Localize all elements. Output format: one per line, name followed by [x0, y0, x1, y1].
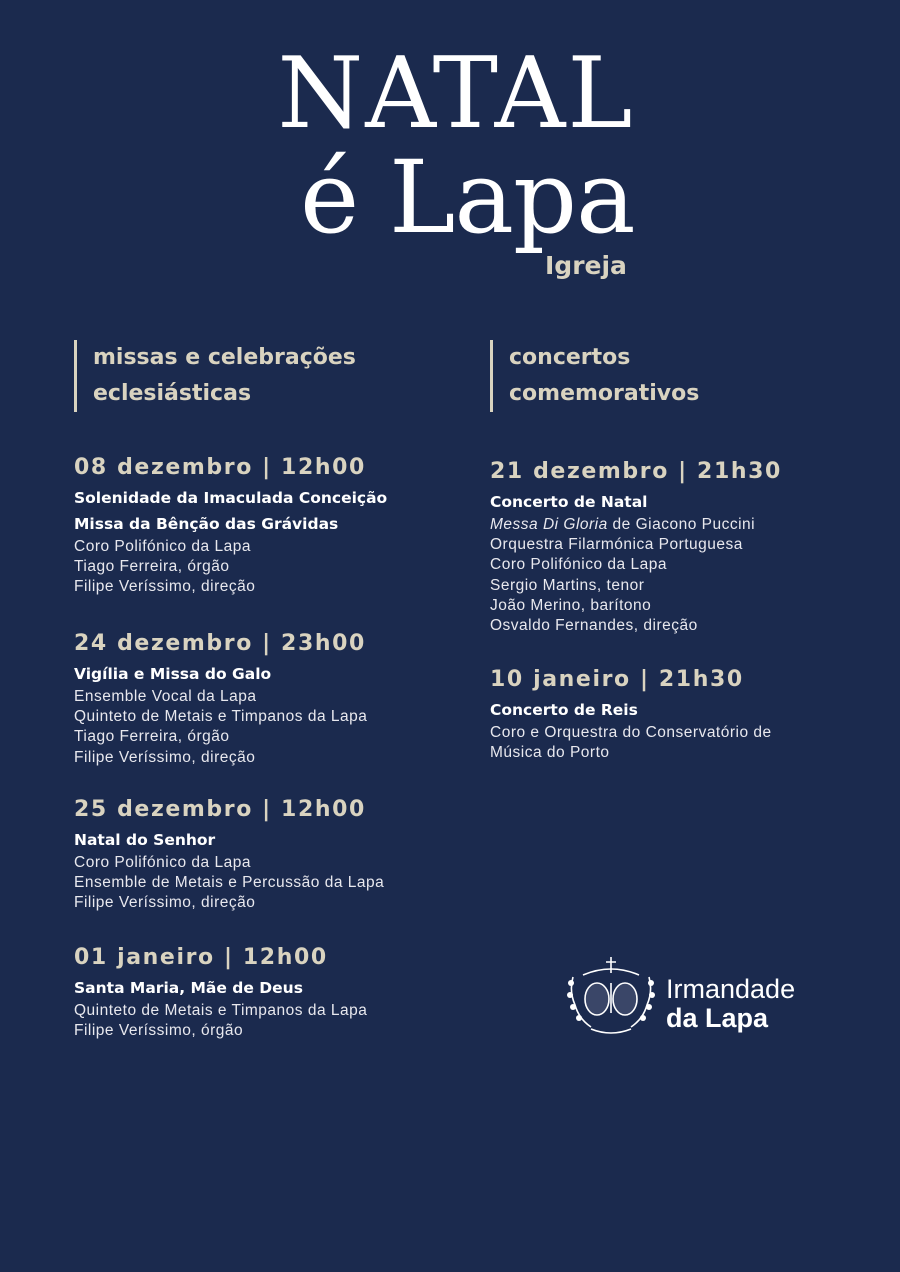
seal-emblem-icon [565, 955, 657, 1037]
event-title: Solenidade da Imaculada Conceição [74, 489, 388, 507]
work-title: Messa Di Gloria [490, 516, 608, 533]
event-performer: Filipe Veríssimo, direção [74, 578, 256, 596]
event-performer: Filipe Veríssimo, direção [74, 894, 256, 912]
event-performer: Tiago Ferreira, órgão [74, 558, 230, 576]
event-performer: Tiago Ferreira, órgão [74, 728, 230, 746]
section-header-concerts [490, 340, 699, 412]
event-performer: Música do Porto [490, 744, 610, 762]
section-header-line: concertos [509, 345, 631, 370]
poster-subtitle: Igreja [545, 251, 627, 280]
event-performer: Coro Polifónico da Lapa [74, 854, 251, 871]
section-header-line: missas e celebrações [93, 345, 356, 370]
event-performer: João Merino, barítono [490, 596, 652, 614]
event-performer: Coro e Orquestra do Conservatório de [490, 724, 772, 741]
event-performer: Osvaldo Fernandes, direção [490, 617, 698, 635]
poster-title: NATAL [277, 37, 635, 151]
event-work [490, 515, 890, 535]
poster-title-line2: é Lapa [300, 139, 635, 256]
event-date: 01 janeiro | 12h00 [74, 945, 328, 970]
section-header-masses [74, 340, 356, 412]
event-performer: Quinteto de Metais e Timpanos da Lapa [74, 1002, 368, 1019]
event-title: Concerto de Natal [490, 493, 648, 511]
section-header-line: eclesiásticas [93, 381, 252, 406]
irmandade-seal-logo [565, 955, 657, 1037]
logo-line2: da Lapa [666, 1003, 769, 1033]
irmandade-logo-text [666, 975, 795, 1033]
event-performer: Coro Polifónico da Lapa [74, 538, 251, 555]
event-date: 24 dezembro | 23h00 [74, 631, 366, 656]
event-date: 08 dezembro | 12h00 [74, 455, 366, 480]
event-date: 10 janeiro | 21h30 [490, 667, 744, 692]
event-25-dezembro [74, 795, 474, 914]
event-title: Vigília e Missa do Galo [74, 665, 272, 683]
event-date: 25 dezembro | 12h00 [74, 797, 366, 822]
event-10-janeiro [490, 665, 890, 763]
event-date: 21 dezembro | 21h30 [490, 459, 782, 484]
event-performer: Quinteto de Metais e Timpanos da Lapa [74, 708, 368, 726]
event-performer: Coro Polifónico da Lapa [490, 556, 667, 574]
event-title: Santa Maria, Mãe de Deus [74, 979, 303, 997]
event-performer: Filipe Veríssimo, órgão [74, 1022, 244, 1040]
event-performer: Orquestra Filarmónica Portuguesa [490, 536, 743, 554]
event-title: Natal do Senhor [74, 831, 216, 849]
event-performer: Sergio Martins, tenor [490, 576, 645, 594]
event-01-janeiro [74, 943, 474, 1041]
logo-line1: Irmandade [666, 974, 796, 1004]
section-header-line: comemorativos [509, 381, 700, 406]
event-title: Missa da Bênção das Grávidas [74, 515, 339, 533]
event-performer: Ensemble Vocal da Lapa [74, 688, 257, 705]
work-composer: de Giacono Puccini [607, 516, 756, 533]
event-title: Concerto de Reis [490, 701, 638, 719]
event-24-dezembro [74, 629, 474, 768]
event-21-dezembro [490, 457, 890, 636]
event-performer: Filipe Veríssimo, direção [74, 748, 256, 766]
event-08-dezembro [74, 453, 474, 598]
event-performer: Ensemble de Metais e Percussão da Lapa [74, 874, 385, 892]
